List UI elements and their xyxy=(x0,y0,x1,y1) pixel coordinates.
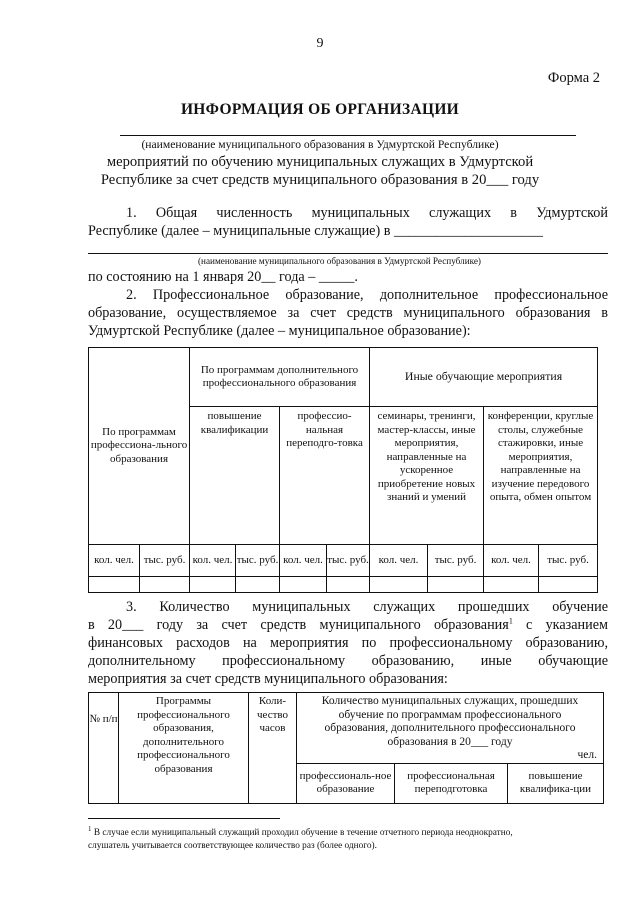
table-row xyxy=(89,577,598,593)
fill-line-municipality xyxy=(120,135,576,136)
footnote-text-1: В случае если муниципальный служащий проходил обучение в течение отчетного периода неоднократно, xyxy=(91,828,513,839)
empty-cell xyxy=(280,577,327,593)
page-title: ИНФОРМАЦИЯ ОБ ОРГАНИЗАЦИИ xyxy=(180,101,460,118)
section2-line-1: 2. Профессиональное образование, дополнительное профессиональное xyxy=(126,287,608,303)
footnote-mark: 1 xyxy=(88,825,92,833)
col-count-unit: чел. xyxy=(577,749,597,761)
section3-line-2b: с указанием xyxy=(512,617,609,633)
section1-line-2: Республике (далее – муниципальные служащие) в _____________________ xyxy=(88,223,543,239)
unit-count: кол. чел. xyxy=(280,545,327,577)
section3-line-2a: в 20___ году за счет средств муниципального образования xyxy=(88,617,509,633)
col-count-line-3: образования, дополнительного профессионального xyxy=(324,722,576,734)
unit-count: кол. чел. xyxy=(370,545,428,577)
col-number: № п/п xyxy=(89,693,119,804)
sub-retraining: профессио-нальная переподго-товка xyxy=(280,407,370,545)
sub-conferences: конференции, круглые столы, служебные стажировки, иные мероприятия, направленные на изучение передового опыта, обмен опытом xyxy=(484,407,598,545)
sub-prof-education: профессиональ-ное образование xyxy=(297,763,395,803)
sub-retraining: профессиональная переподготовка xyxy=(395,763,508,803)
subtitle-line-1: мероприятий по обучению муниципальных служащих в Удмуртской xyxy=(106,154,534,170)
unit-count: кол. чел. xyxy=(484,545,539,577)
sub-seminars: семинары, тренинги, мастер-классы, иные мероприятия, направленные на ускоренное приобретение новых знаний и умений xyxy=(370,407,484,545)
sub-qualification-upgrade: повышение квалифика-ции xyxy=(508,763,604,803)
unit-money: тыс. руб. xyxy=(140,545,190,577)
unit-count: кол. чел. xyxy=(89,545,140,577)
sub-qualification-upgrade: повышение квалификации xyxy=(190,407,280,545)
unit-money: тыс. руб. xyxy=(236,545,280,577)
section3-line-5: мероприятия за счет средств муниципального образования: xyxy=(88,671,448,687)
empty-cell xyxy=(484,577,539,593)
empty-cell xyxy=(89,577,140,593)
section1-line-1: 1. Общая численность муниципальных служащих в Удмуртской xyxy=(126,205,608,221)
col-additional-education: По программам дополнительного профессионального образования xyxy=(190,348,370,407)
footnote-separator xyxy=(88,818,280,819)
footnote-line-1 xyxy=(88,823,613,840)
empty-cell xyxy=(190,577,236,593)
section1-note: (наименование муниципального образования в Удмуртской Республике) xyxy=(198,256,481,266)
unit-money: тыс. руб. xyxy=(539,545,598,577)
subtitle-note: (наименование муниципального образования в Удмуртской Республике) xyxy=(141,138,499,151)
footnote-ref: 1 xyxy=(508,616,513,626)
col-other-activities: Иные обучающие мероприятия xyxy=(370,348,598,407)
unit-money: тыс. руб. xyxy=(428,545,484,577)
section3-line-2 xyxy=(88,617,608,635)
section3-line-4: дополнительному профессиональному образованию, иные обучающие xyxy=(88,653,608,669)
footnote xyxy=(88,823,613,852)
col-programs: Программы профессионального образования, дополнительного профессионального образования xyxy=(119,693,249,804)
col-prof-education: По программам профессиона-льного образования xyxy=(89,348,190,545)
footnote-line-2: слушатель учитывается соответствующее количество раз (более одного). xyxy=(88,840,377,851)
page-number: 9 xyxy=(316,36,324,51)
fill-line-municipality-2 xyxy=(88,253,608,254)
empty-cell xyxy=(327,577,370,593)
section1-line-3: по состоянию на 1 января 20__ года – _____. xyxy=(88,269,358,285)
col-count-line-2: обучение по программам профессионального xyxy=(338,708,562,721)
empty-cell xyxy=(140,577,190,593)
empty-cell xyxy=(428,577,484,593)
col-employees-count xyxy=(297,693,604,764)
unit-count: кол. чел. xyxy=(190,545,236,577)
empty-cell xyxy=(236,577,280,593)
form-label: Форма 2 xyxy=(547,70,600,86)
col-count-line-4: образования в 20___ году xyxy=(387,735,513,748)
empty-cell xyxy=(539,577,598,593)
unit-money: тыс. руб. xyxy=(327,545,370,577)
col-hours: Коли-чество часов xyxy=(249,693,297,804)
section2-line-2: образование, осуществляемое за счет средств муниципального образования в xyxy=(88,305,608,321)
section2-line-3: Удмуртской Республике (далее – муниципальное образование): xyxy=(88,323,471,339)
training-table xyxy=(88,347,598,593)
col-count-line-1: Количество муниципальных служащих, прошедших xyxy=(321,695,579,707)
section3-line-3: финансовых расходов на мероприятия по профессиональному образованию, xyxy=(88,635,608,651)
subtitle-line-2: Республике за счет средств муниципального образования в 20___ году xyxy=(100,172,540,188)
empty-cell xyxy=(370,577,428,593)
results-table xyxy=(88,692,604,804)
section3-line-1: 3. Количество муниципальных служащих прошедших обучение xyxy=(126,599,608,615)
